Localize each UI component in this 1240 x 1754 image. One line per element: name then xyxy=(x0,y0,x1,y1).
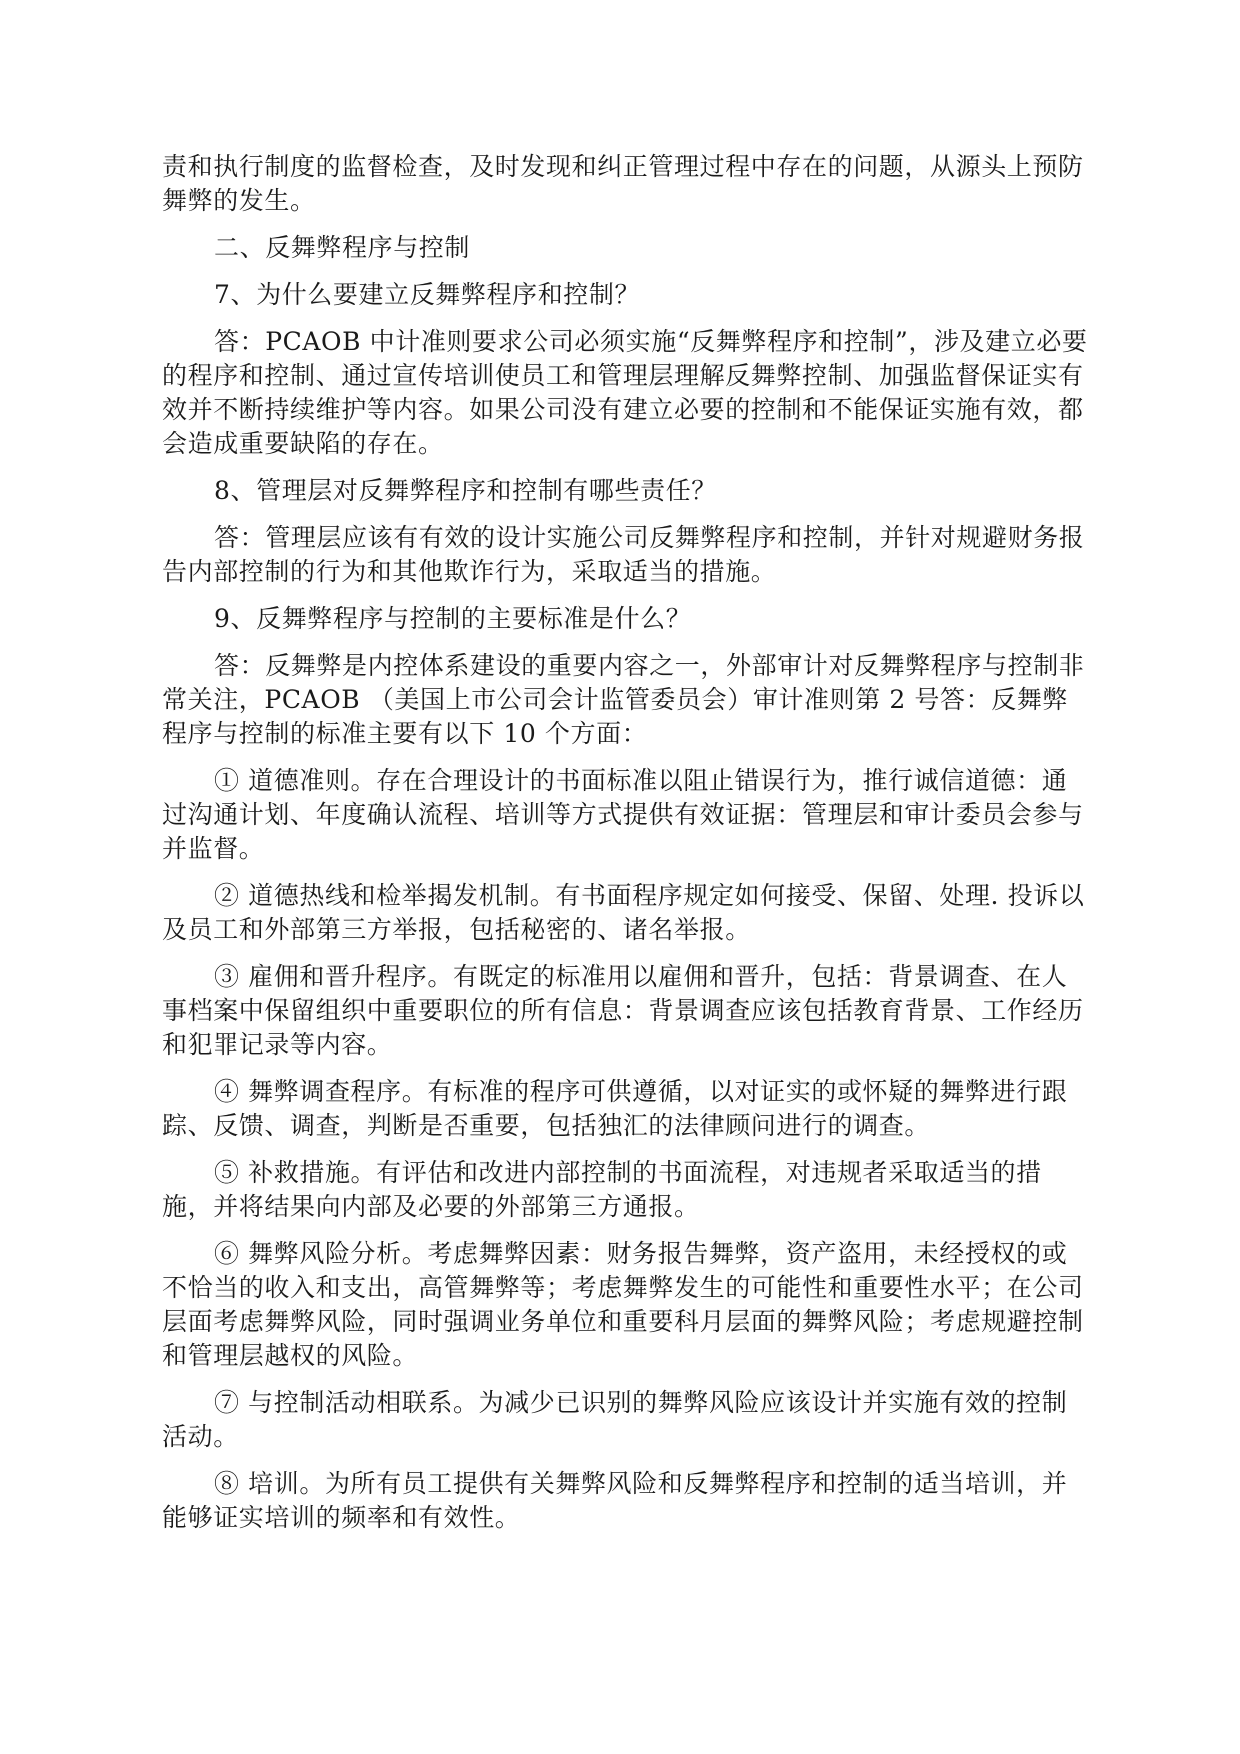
list-item-4: ④ 舞弊调查程序。有标准的程序可供遵循，以对证实的或怀疑的舞弊进行跟踪、反馈、调查，判断是否重要，包括独汇的法律顾问进行的调查。 xyxy=(162,1077,1068,1140)
list-item-8: ⑧ 培训。为所有员工提供有关舞弊风险和反舞弊程序和控制的适当培训，并能够证实培训的频率和有效性。 xyxy=(162,1469,1068,1532)
list-item-3: ③ 雇佣和晋升程序。有既定的标准用以雇佣和晋升，包括：背景调查、在人事档案中保留组织中重要职位的所有信息：背景调查应该包括教育背景、工作经历和犯罪记录等内容。 xyxy=(162,962,1084,1059)
answer-9: 答：反舞弊是内控体系建设的重要内容之一，外部审计对反舞弊程序与控制非常关注，PCAOB （美国上市公司会计监管委员会）审计准则第 2 号答：反舞弊程序与控制的标准主要有以下 10 个方面： xyxy=(162,651,1085,748)
paragraph-continuation: 责和执行制度的监督检查，及时发现和纠正管理过程中存在的问题，从源头上预防舞弊的发生。 xyxy=(162,152,1084,215)
list-item-2: ② 道德热线和检举揭发机制。有书面程序规定如何接受、保留、处理. 投诉以及员工和外部第三方举报，包括秘密的、诸名举报。 xyxy=(162,881,1085,944)
list-item-6: ⑥ 舞弊风险分析。考虑舞弊因素：财务报告舞弊，资产盗用，未经授权的或不恰当的收入和支出，高管舞弊等；考虑舞弊发生的可能性和重要性水平；在公司层面考虑舞弊风险，同时强调业务单位和重要科月层面的舞弊风险；考虑规避控制和管理层越权的风险。 xyxy=(162,1239,1084,1370)
question-8: 8、管理层对反舞弊程序和控制有哪些责任？ xyxy=(214,476,717,505)
answer-7: 答：PCAOB 中计准则要求公司必须实施“反舞弊程序和控制”，涉及建立必要的程序和控制、通过宣传培训使员工和管理层理解反舞弊控制、加强监督保证实有效并不断持续维护等内容。如果公司没有建立必要的控制和不能保证实施有效，都会造成重要缺陷的存在。 xyxy=(162,327,1088,458)
list-item-5: ⑤ 补救措施。有评估和改进内部控制的书面流程，对违规者采取适当的措施，并将结果向内部及必要的外部第三方通报。 xyxy=(162,1158,1042,1221)
question-7: 7、为什么要建立反舞弊程序和控制？ xyxy=(214,280,641,309)
section-heading: 二、反舞弊程序与控制 xyxy=(214,233,471,262)
list-item-7: ⑦ 与控制活动相联系。为减少已识别的舞弊风险应该设计并实施有效的控制活动。 xyxy=(162,1388,1068,1451)
list-item-1: ① 道德准则。存在合理设计的书面标准以阻止错误行为，推行诚信道德：通过沟通计划、年度确认流程、培训等方式提供有效证据：管理层和审计委员会参与并监督。 xyxy=(162,766,1084,863)
question-9: 9、反舞弊程序与控制的主要标准是什么？ xyxy=(214,604,692,633)
answer-8: 答：管理层应该有有效的设计实施公司反舞弊程序和控制，并针对规避财务报告内部控制的行为和其他欺诈行为，采取适当的措施。 xyxy=(162,523,1085,586)
document-body xyxy=(162,150,1090,1548)
